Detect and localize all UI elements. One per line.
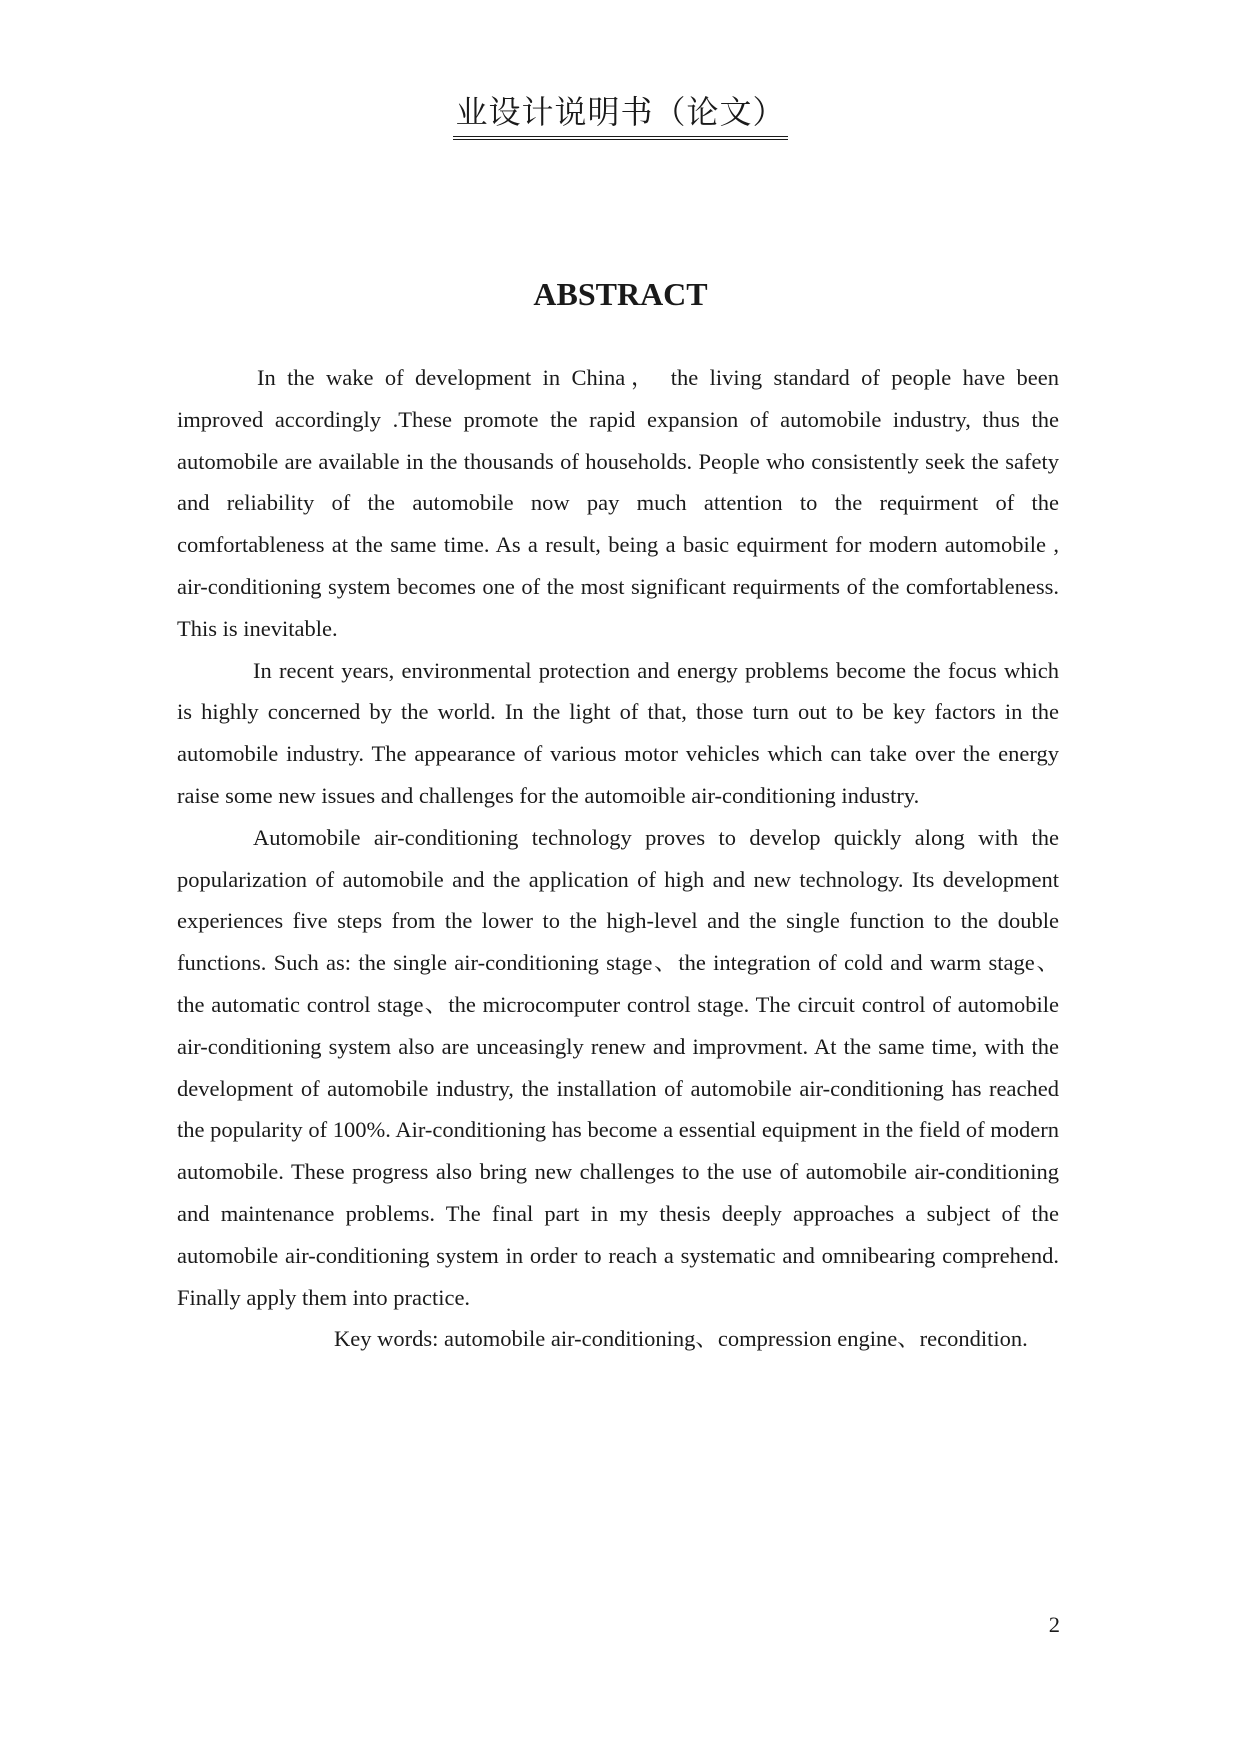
abstract-paragraph-3: Automobile air-conditioning technology proves to develop quickly along with the popularization of automobile and the application of high and new technology. Its development experiences five steps from the lower to the high-level and the single function to the double functions. Such as: the single air-conditioning stage、the integration of cold and warm stage、the automatic control stage、the microcomputer control stage. The circuit control of automobile air-conditioning system also are unceasingly renew and improvment. At the same time, with the development of automobile industry, the installation of automobile air-conditioning has reached the popularity of 100%. Air-conditioning has become a essential equipment in the field of modern automobile. These progress also bring new challenges to the use of automobile air-conditioning and maintenance problems. The final part in my thesis deeply approaches a subject of the automobile air-conditioning system in order to reach a systematic and omnibearing comprehend. Finally apply them into practice. bbox=[177, 824, 1059, 1310]
abstract-heading: ABSTRACT bbox=[533, 276, 708, 312]
header-title: 业设计说明书（论文） bbox=[453, 92, 787, 140]
abstract-paragraph-2: In recent years, environmental protection and energy problems become the focus which is highly concerned by the world. In the light of that, those turn out to be key factors in the automobile industry. The appearance of various motor vehicles which can take over the energy raise some new issues and challenges for the automoible air-conditioning industry. bbox=[177, 657, 1059, 808]
abstract-paragraph-1: In the wake of development in China， the living standard of people have been improved accordingly .These promote the rapid expansion of automobile industry, thus the automobile are available in the thousands of households. People who consistently seek the safety and reliability of the automobile now pay much attention to the requirment of the comfortableness at the same time. As a result, being a basic equirment for modern automobile , air-conditioning system becomes one of the most significant requirments of the comfortableness. This is inevitable. bbox=[177, 365, 1059, 641]
abstract-body bbox=[177, 357, 1059, 1360]
page-header bbox=[0, 92, 1241, 140]
page-number: 2 bbox=[1048, 1612, 1060, 1637]
keywords-line: Key words: automobile air-conditioning、compression engine、recondition. bbox=[334, 1326, 1028, 1352]
